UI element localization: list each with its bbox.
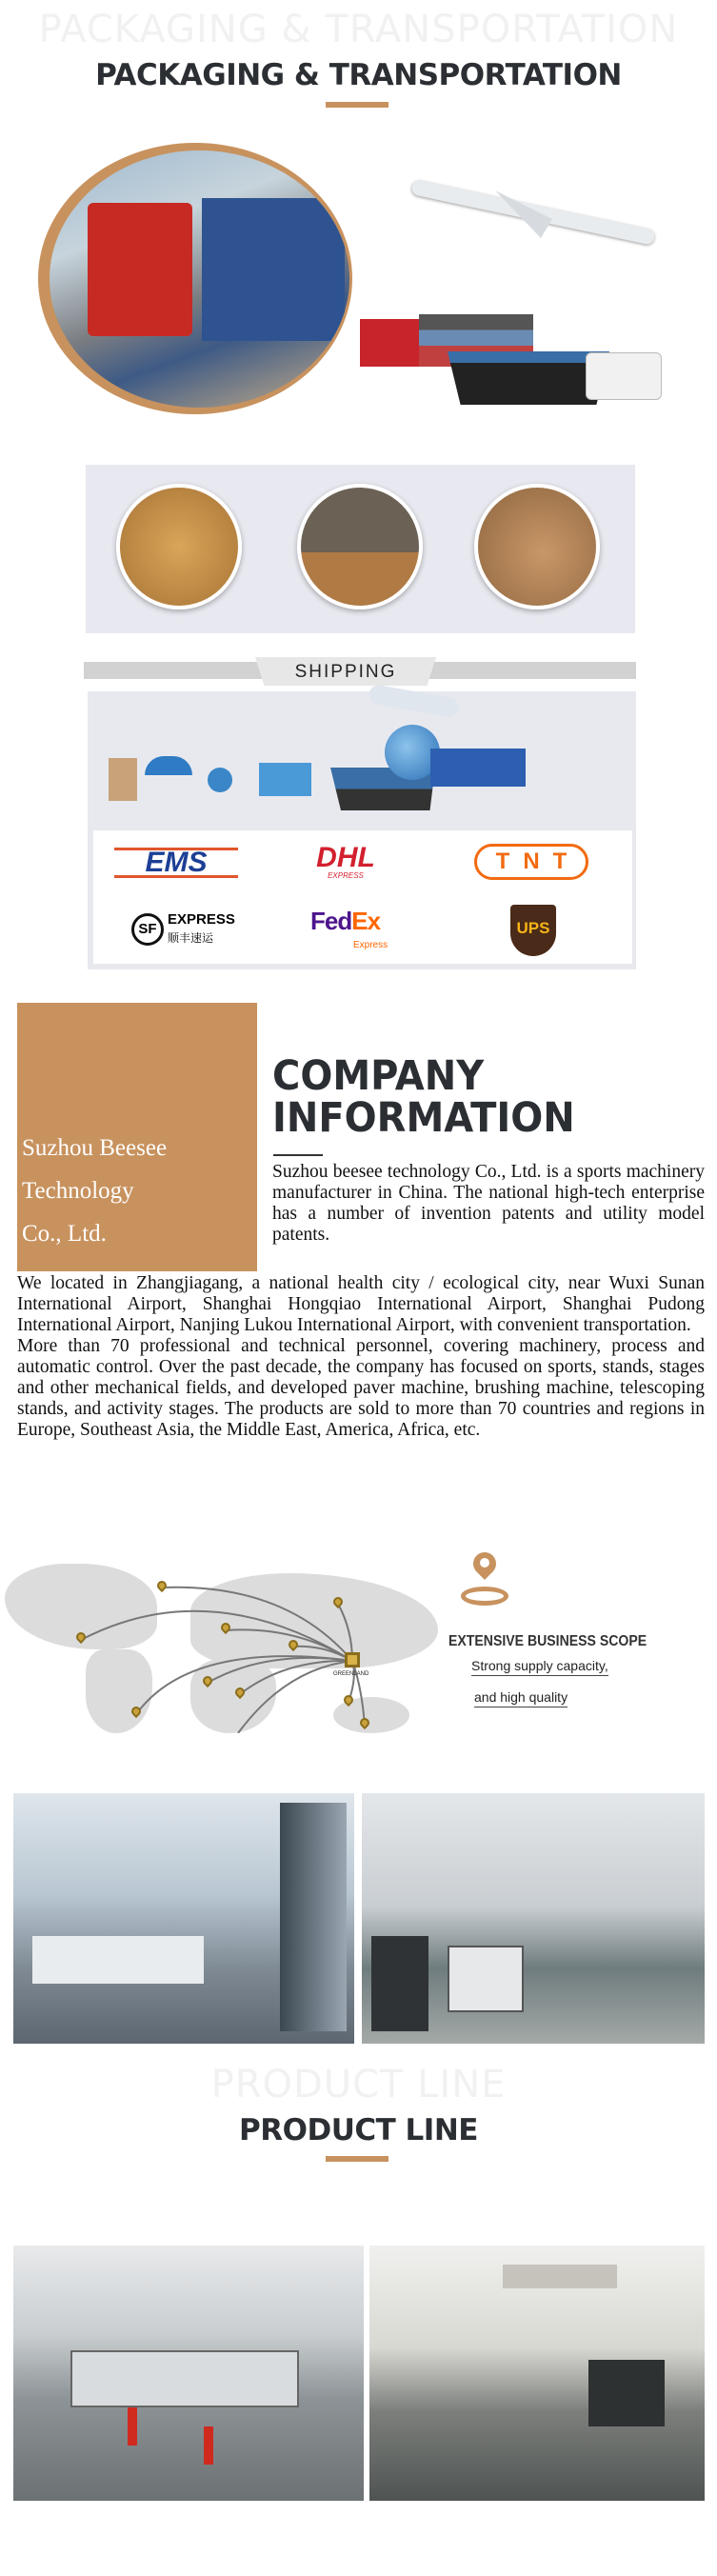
sf-badge: SF [131, 913, 164, 946]
production-line-photo-left [13, 2246, 364, 2501]
company-intro: Suzhou beesee technology Co., Ltd. is a sports machinery manufacturer in China. The national high-tech enterprise has a number of invention patents and utility model patents. [272, 1162, 705, 1245]
forklift-container-photo [50, 150, 349, 408]
route-lines [0, 1554, 448, 1733]
van-icon [586, 352, 662, 400]
office-photo [13, 1793, 354, 2044]
truck-icon [360, 319, 422, 367]
packaging-ghost-title: PACKAGING & TRANSPORTATION [38, 8, 679, 51]
shipping-body [88, 691, 636, 969]
shipping-label: SHIPPING [294, 662, 397, 682]
company-heading [272, 1052, 575, 1142]
packaging-photo-boxes [116, 484, 242, 609]
dhl-logo [279, 842, 412, 880]
tnt-logo: TNT [474, 844, 588, 880]
forklift [88, 203, 192, 336]
fedex-name-b: Ex [351, 907, 381, 935]
hand-truck-icon [109, 758, 137, 801]
company-location: We located in Zhangjiagang, a national health city / ecological city, near Wuxi Sunan International Airport, Shanghai Hongqiao International Airport, Shanghai Pudong International Airport, Nanjing Lukou International Airport, with convenient transportation. [17, 1273, 705, 1335]
ems-logo: EMS [114, 848, 238, 878]
lorry-icon [430, 749, 526, 787]
fedex-logo [310, 907, 406, 954]
fedex-sub: Express [353, 940, 388, 950]
carrier-logos [93, 830, 632, 964]
company-name-line3: Co., Ltd. [22, 1221, 107, 1247]
company-name-line1: Suzhou Beesee [22, 1135, 168, 1161]
container [202, 198, 345, 341]
packaging-photo-carton [474, 484, 600, 609]
factory-photo [362, 1793, 705, 2044]
company-heading-line1: COMPANY [272, 1052, 485, 1100]
production-line-photo-right [369, 2246, 705, 2501]
umbrella-icon [145, 756, 192, 775]
title-underline [326, 102, 388, 108]
company-text [17, 1162, 705, 1441]
packaging-photos-panel [86, 465, 635, 633]
ups-logo: UPS [510, 905, 556, 956]
fedex-name-a: Fed [310, 907, 352, 935]
packaging-photo-container [297, 484, 423, 609]
plane-icon [368, 684, 460, 718]
product-line-title: PRODUCT LINE [239, 2113, 478, 2147]
company-name-line2: Technology [22, 1178, 134, 1204]
delivery-truck-icon [259, 763, 311, 796]
title-underline [326, 2156, 388, 2162]
scope-title: EXTENSIVE BUSINESS SCOPE [448, 1633, 647, 1649]
hub-logo-icon [345, 1652, 360, 1667]
product-line-ghost-title: PRODUCT LINE [210, 2063, 507, 2107]
shipping-panel [84, 657, 636, 973]
packaging-title: PACKAGING & TRANSPORTATION [95, 58, 622, 92]
sf-sub: 顺丰速运 [168, 931, 214, 945]
sf-name: EXPRESS [168, 911, 235, 928]
airplane-icon [409, 190, 657, 229]
sf-express-logo [131, 911, 265, 949]
location-pin-icon [461, 1552, 508, 1609]
company-heading-line2: INFORMATION [272, 1094, 575, 1142]
world-map [0, 1554, 448, 1733]
heading-divider [273, 1154, 323, 1156]
globe-cart-icon [208, 768, 232, 792]
scope-line1: Strong supply capacity, [471, 1658, 608, 1676]
hub-label: GREENLAND [333, 1671, 369, 1677]
dhl-name: DHL [316, 842, 375, 873]
dhl-sub: EXPRESS [328, 871, 364, 880]
box-spacer [17, 1162, 272, 1273]
scope-line2: and high quality [474, 1689, 568, 1707]
company-personnel: More than 70 professional and technical personnel, covering machinery, process and automatic control. Over the past decade, the company has focused on sports, stands, stages and other mechanical fields, and developed paver machine, brushing machine, telescoping stands, and activity stages. The products are sold to more than 70 countries and regions in Europe, Southeast Asia, the Middle East, America, Africa, etc. [17, 1336, 705, 1440]
